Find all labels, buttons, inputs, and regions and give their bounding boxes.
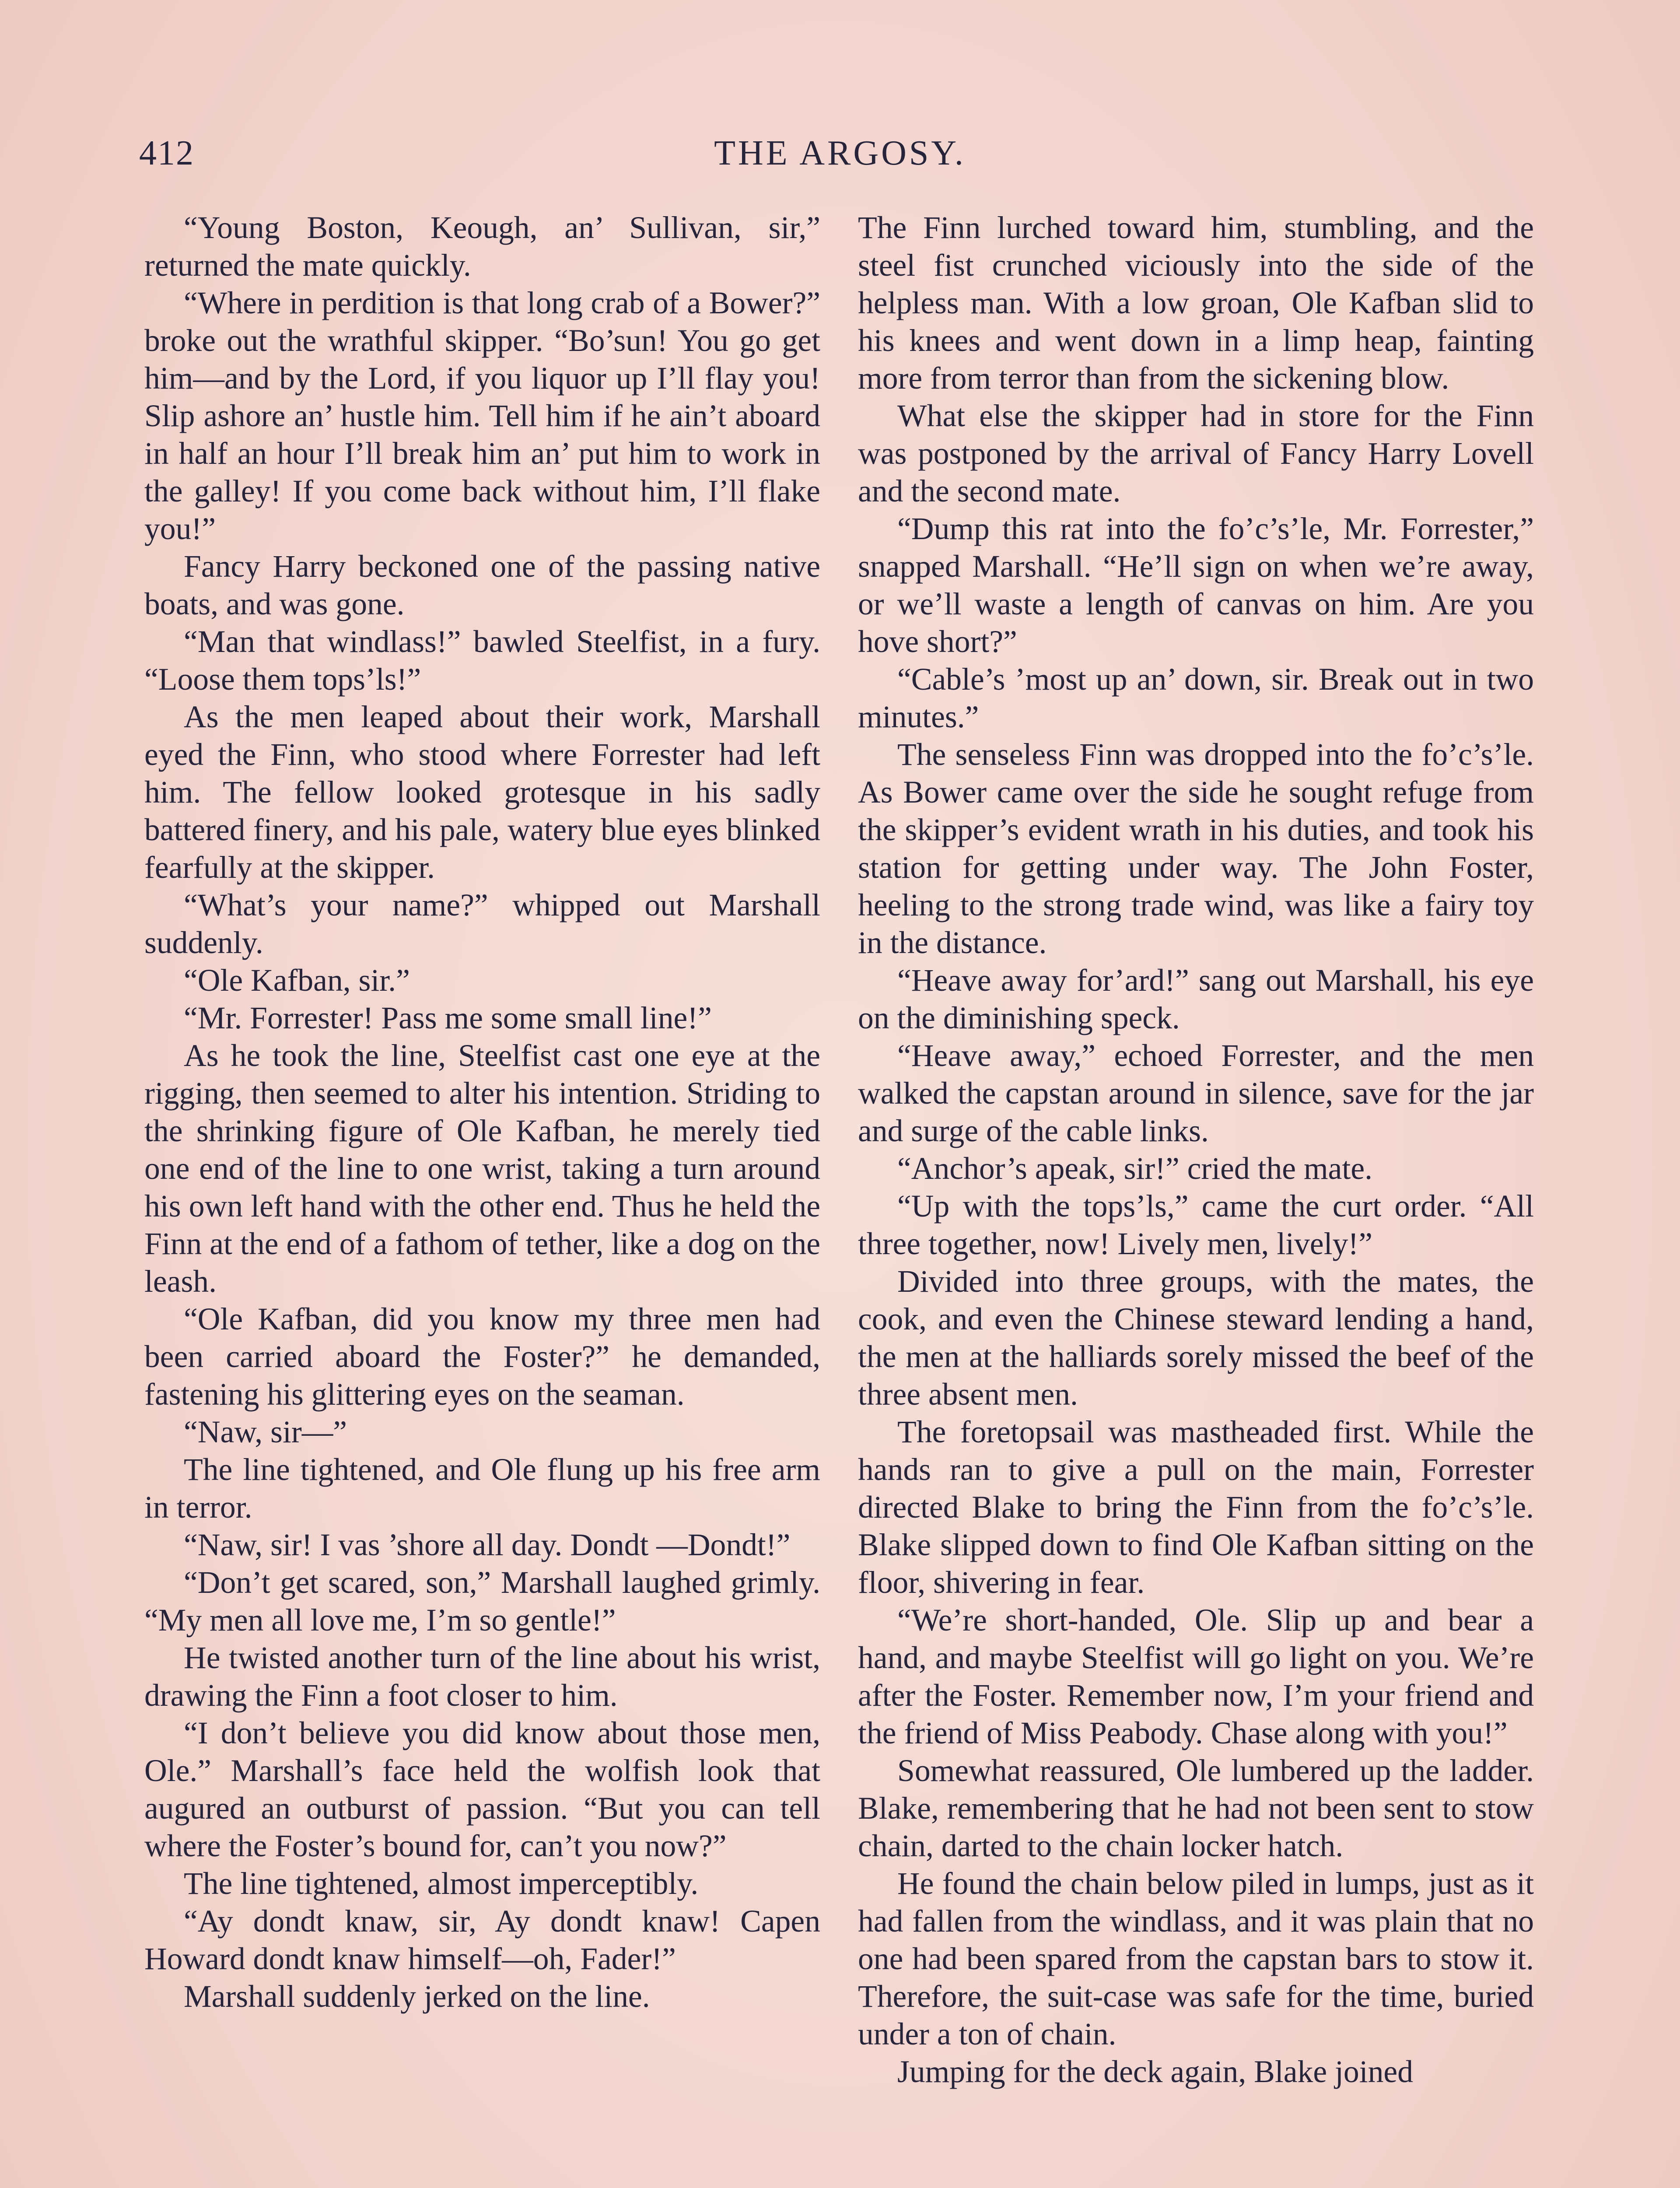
paragraph: “Mr. Forrester! Pass me some small line!” (184, 1001, 712, 1035)
paragraph: “Where in perdition is that long crab of a Bower?” broke out the wrathful skipper. “Bo’sun! You go get him—and by the Lord, if you liquor up I’ll flay you! Slip ashore an’ hustle him. Tell him if he ain’t aboard in half an hour I’ll break him an’ put him to work in the galley! If you come back without him, I’ll flake you!” (144, 286, 820, 546)
paragraph: What else the skipper had in store for the Finn was postponed by the arrival of Fancy Harry Lovell and the second mate. (858, 399, 1534, 508)
paragraph: “Ay dondt knaw, sir, Ay dondt knaw! Capen Howard dondt knaw himself—oh, Fader!” (144, 1904, 820, 1976)
paragraph: Divided into three groups, with the mates, the cook, and even the Chinese steward lending a hand, the men at the halliards sorely missed the beef of the three absent men. (858, 1264, 1534, 1412)
paragraph: “Cable’s ’most up an’ down, sir. Break out in two minutes.” (858, 662, 1534, 734)
paragraph: The line tightened, almost imperceptibly. (184, 1866, 699, 1901)
paragraph: He twisted another turn of the line about his wrist, drawing the Finn a foot closer to him. (144, 1641, 820, 1713)
paragraph: “Heave away,” echoed Forrester, and the men walked the capstan around in silence, save for the jar and surge of the cable links. (858, 1038, 1534, 1148)
paragraph: The Finn lurched toward him, stumbling, and the steel fist crunched viciously into the side of the helpless man. With a low groan, Ole Kafban slid to his knees and went down in a limp heap, fainting more from terror than from the sickening blow. (858, 210, 1534, 396)
paragraph: “Man that windlass!” bawled Steelfist, in a fury. “Loose them tops’ls!” (144, 624, 820, 697)
paragraph: “Anchor’s apeak, sir!” cried the mate. (897, 1151, 1373, 1186)
paragraph: “Don’t get scared, son,” Marshall laughed grimly. “My men all love me, I’m so gentle!” (144, 1565, 820, 1637)
right-column (858, 209, 1534, 2091)
page-number: 412 (139, 134, 194, 172)
paragraph: “Ole Kafban, sir.” (184, 963, 410, 998)
paragraph: “We’re short-handed, Ole. Slip up and bear a hand, and maybe Steelfist will go light on you. We’re after the Foster. Remember now, I’m your friend and the friend of Miss Peabody. Chase along with you!” (858, 1603, 1534, 1750)
paragraph: “Dump this rat into the fo’c’s’le, Mr. Forrester,” snapped Marshall. “He’ll sign on when we’re away, or we’ll waste a length of canvas on him. Are you hove short?” (858, 512, 1534, 659)
paragraph: As the men leaped about their work, Marshall eyed the Finn, who stood where Forrester had left him. The fellow looked grotesque in his sadly battered finery, and his pale, watery blue eyes blinked fearfully at the skipper. (144, 700, 820, 885)
paragraph: “I don’t believe you did know about those men, Ole.” Marshall’s face held the wolfish look that augured an outburst of passion. “But you can tell where the Foster’s bound for, can’t you now?” (144, 1716, 820, 1863)
paragraph: The senseless Finn was dropped into the fo’c’s’le. As Bower came over the side he sought refuge from the skipper’s evident wrath in his duties, and took his station for getting under way. The John Foster, heeling to the strong trade wind, was like a fairy toy in the distance. (858, 737, 1534, 960)
paragraph: Marshall suddenly jerked on the line. (184, 1979, 650, 2014)
paragraph: The line tightened, and Ole flung up his free arm in terror. (144, 1452, 820, 1525)
paragraph: The foretopsail was mastheaded first. While the hands ran to give a pull on the main, Forrester directed Blake to bring the Finn from the fo’c’s’le. Blake slipped down to find Ole Kafban sitting on the floor, shivering in fear. (858, 1415, 1534, 1600)
paragraph: Fancy Harry beckoned one of the passing native boats, and was gone. (144, 549, 820, 621)
paragraph: Somewhat reassured, Ole lumbered up the ladder. Blake, remembering that he had not been sent to stow chain, darted to the chain locker hatch. (858, 1753, 1534, 1863)
paragraph: “Naw, sir—” (184, 1415, 347, 1449)
paragraph: “Naw, sir! I vas ’shore all day. Dondt —Dondt!” (184, 1528, 791, 1562)
paragraph: “Heave away for’ard!” sang out Marshall, his eye on the diminishing speck. (858, 963, 1534, 1035)
paragraph: “What’s your name?” whipped out Marshall suddenly. (144, 888, 820, 960)
paragraph: As he took the line, Steelfist cast one eye at the rigging, then seemed to alter his intention. Striding to the shrinking figure of Ole Kafban, he merely tied one end of the line to one wrist, taking a turn around his own left hand with the other end. Thus he held the Finn at the end of a fathom of tether, like a dog on the leash. (144, 1038, 820, 1299)
running-head: THE ARGOSY. (714, 134, 966, 172)
paragraph: He found the chain below piled in lumps, just as it had fallen from the windlass, and it was plain that no one had been spared from the capstan bars to stow it. Therefore, the suit-case was safe for the time, buried under a ton of chain. (858, 1866, 1534, 2051)
left-column (144, 209, 820, 2016)
paragraph: Jumping for the deck again, Blake joined (897, 2055, 1413, 2089)
paragraph: “Up with the tops’ls,” came the curt order. “All three together, now! Lively men, lively!” (858, 1189, 1534, 1261)
paragraph: “Ole Kafban, did you know my three men had been carried aboard the Foster?” he demanded, fastening his glittering eyes on the seaman. (144, 1302, 820, 1412)
paragraph: “Young Boston, Keough, an’ Sullivan, sir,” returned the mate quickly. (144, 210, 820, 283)
